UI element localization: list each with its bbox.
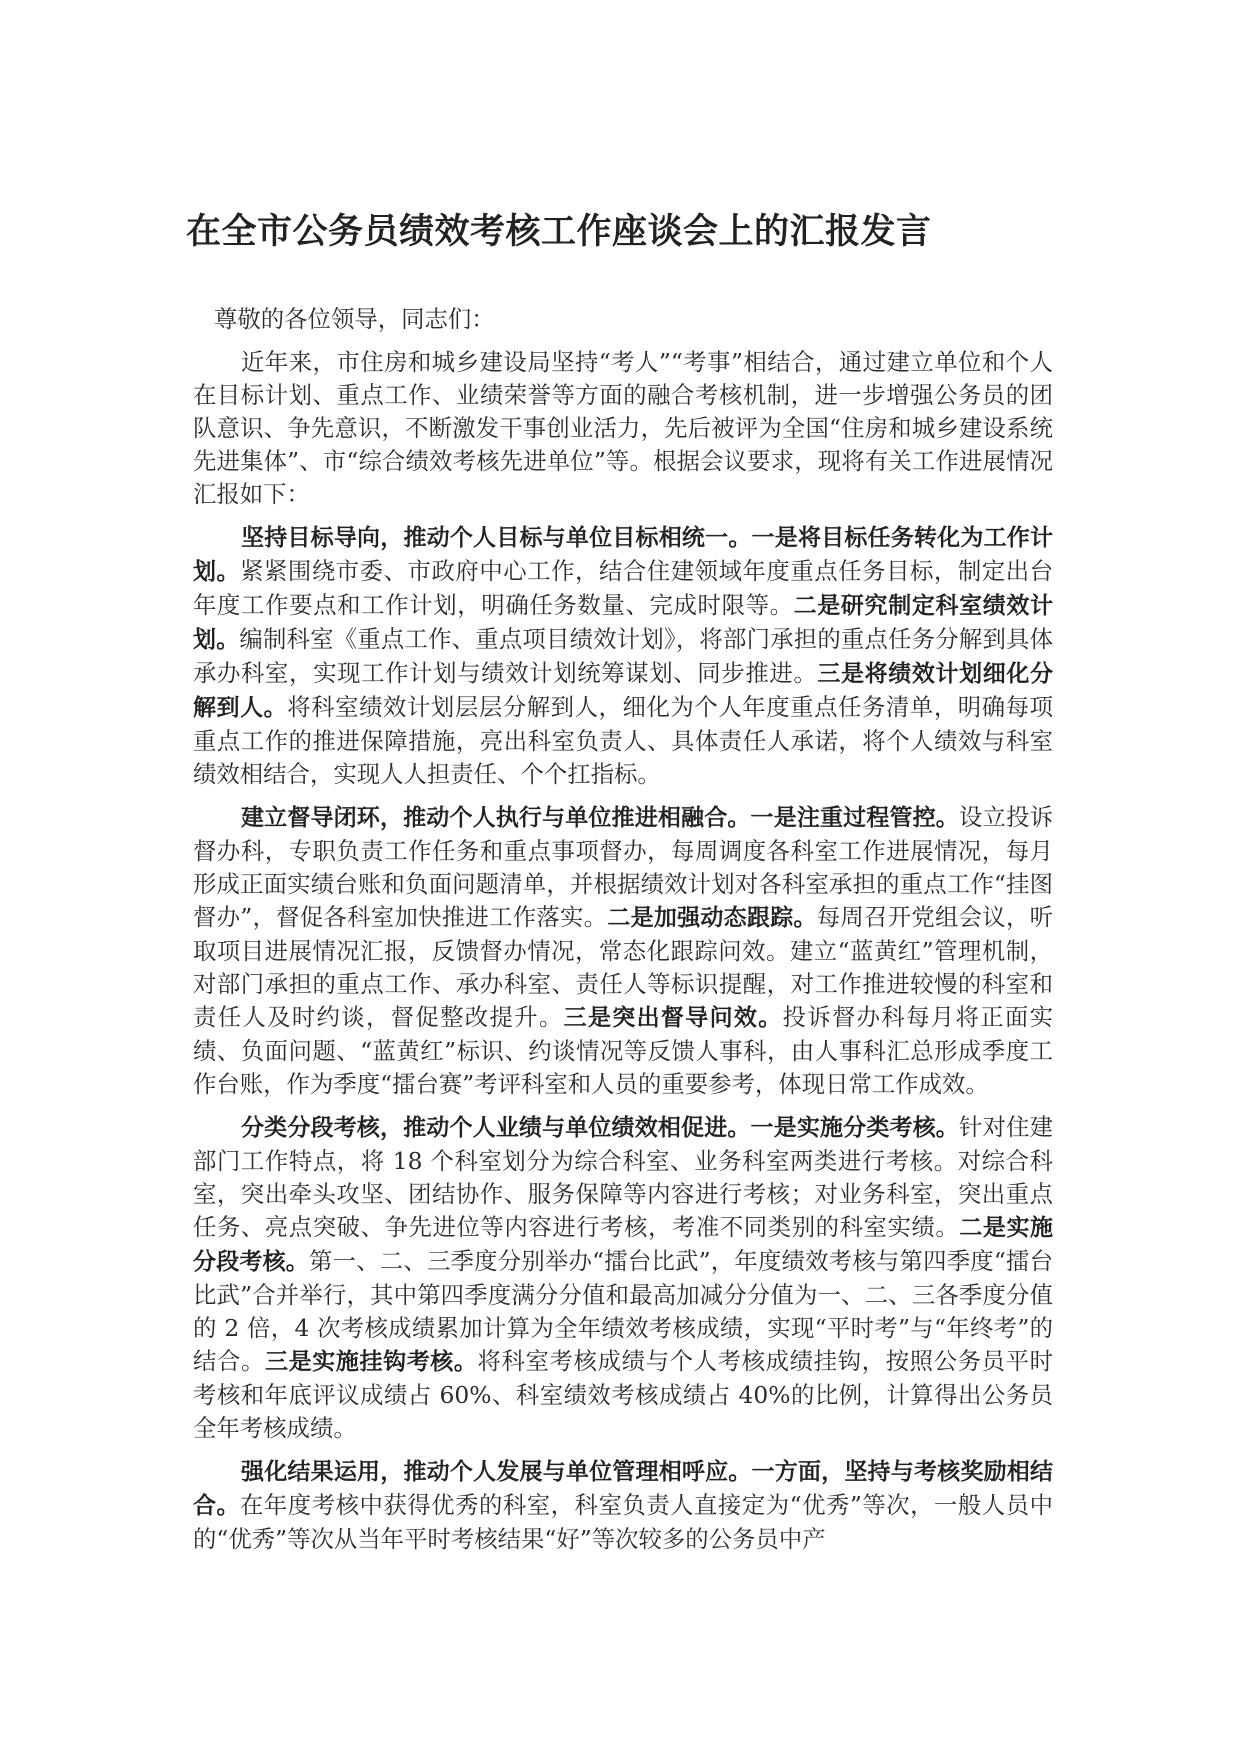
document-title: 在全市公务员绩效考核工作座谈会上的汇报发言 [186, 212, 932, 252]
text-run: 将科室绩效计划层层分解到人，细化为个人年度重点任务清单，明确每项重点工作的推进保障措施，亮出科室负责人、具体责任人承诺，将个人绩效与科室绩效相结合，实现人人担责任、个个扛指标。 [193, 693, 1054, 788]
bold-heading-run: 二是加强动态跟踪。 [607, 905, 817, 931]
text-run: 编制科室《重点工作、重点项目绩效计划》，将部门承担的重点任务分解到具体承办科室，实现工作计划与绩效计划统筹谋划、同步推进。 [193, 625, 1053, 687]
text-run: 紧紧围绕市委、市政府中心工作，结合住建领域年度重点任务目标，制定出台年度工作要点和工作计划，明确任务数量、完成时限等。 [193, 557, 1054, 619]
body-paragraph [193, 1455, 1053, 1556]
bold-heading-run: 一方面，坚持与考核奖励相结合。 [193, 1459, 1054, 1519]
text-run: 第一、二、三季度分别举办“擂台比武”，年度绩效考核与第四季度“擂台比武”合并举行，其中第四季度满分分值和最高加减分分值为一、二、三各季度分值的 2 倍，4 次考核成绩累加计算为全年绩效考核成绩，实现“平时考”与“年终考”的结合。 [193, 1247, 1054, 1375]
text-run: 近年来，市住房和城乡建设局坚持“考人”“考事”相结合，通过建立单位和个人在目标计划、重点工作、业绩荣誉等方面的融合考核机制，进一步增强公务员的团队意识、争先意识，不断激发干事创业活力，先后被评为全国“住房和城乡建设系统先进集体”、市“综合绩效考核先进单位”等。根据会议要求，现将有关工作进展情况汇报如下： [193, 348, 1053, 508]
bold-heading-run: 三是实施挂钩考核。 [265, 1349, 478, 1375]
text-run: 在年度考核中获得优秀的科室，科室负责人直接定为“优秀”等次，一般人员中的“优秀”等次从当年平时考核结果“好”等次较多的公务员中产 [193, 1491, 1053, 1553]
text-run: 针对住建部门工作特点，将 18 个科室划分为综合科室、业务科室两类进行考核。对综合科室，突出牵头攻坚、团结协作、服务保障等内容进行考核；对业务科室，突出重点任务、亮点突破、争先进位等内容进行考核，考准不同类别的科室实绩。 [193, 1113, 1054, 1241]
bold-heading-run: 三是突出督导问效。 [563, 1005, 783, 1031]
text-run: 每周召开党组会议，听取项目进展情况汇报，反馈督办情况，常态化跟踪问效。建立“蓝黄红”管理机制，对部门承担的重点工作、承办科室、责任人等标识提醒，对工作推进较慢的科室和责任人及时约谈，督促整改提升。 [193, 903, 1053, 1031]
bold-heading-run: 一是实施分类考核。 [750, 1115, 959, 1141]
text-run: 设立投诉督办科，专职负责工作任务和重点事项督办，每周调度各科室工作进展情况，每月形成正面实绩台账和负面问题清单，并根据绩效计划对各科室承担的重点工作“挂图督办”，督促各科室加快推进工作落实。 [193, 803, 1054, 931]
bold-heading-run: 二是实施分段考核。 [193, 1215, 1053, 1275]
body-paragraph [193, 346, 1053, 511]
body-paragraph [193, 521, 1053, 791]
salutation: 尊敬的各位领导，同志们： [214, 305, 495, 333]
bold-heading-run: 强化结果运用，推动个人发展与单位管理相呼应。 [241, 1459, 752, 1485]
body-paragraph [193, 1111, 1053, 1445]
bold-heading-run: 二是研究制定科室绩效计划。 [193, 593, 1054, 653]
bold-heading-run: 三是将绩效计划细化分解到人。 [193, 661, 1054, 721]
bold-heading-run: 坚持目标导向，推动个人目标与单位目标相统一。 [241, 525, 752, 551]
bold-heading-run: 一是注重过程管控。 [750, 805, 959, 831]
text-run: 投诉督办科每月将正面实绩、负面问题、“蓝黄红”标识、约谈情况等反馈人事科，由人事科汇总形成季度工作台账，作为季度“擂台赛”考评科室和人员的重要参考，体现日常工作成效。 [193, 1003, 1054, 1098]
document-body [193, 303, 1053, 1566]
bold-heading-run: 分类分段考核，推动个人业绩与单位绩效相促进。 [241, 1115, 751, 1141]
body-paragraph [193, 801, 1053, 1101]
text-run: 将科室考核成绩与个人考核成绩挂钩，按照公务员平时考核和年底评议成绩占 60%、科室绩效考核成绩占 40%的比例，计算得出公务员全年考核成绩。 [193, 1347, 1054, 1442]
bold-heading-run: 建立督导闭环，推动个人执行与单位推进相融合。 [241, 805, 751, 831]
bold-heading-run: 一是将目标任务转化为工作计划。 [193, 525, 1054, 585]
